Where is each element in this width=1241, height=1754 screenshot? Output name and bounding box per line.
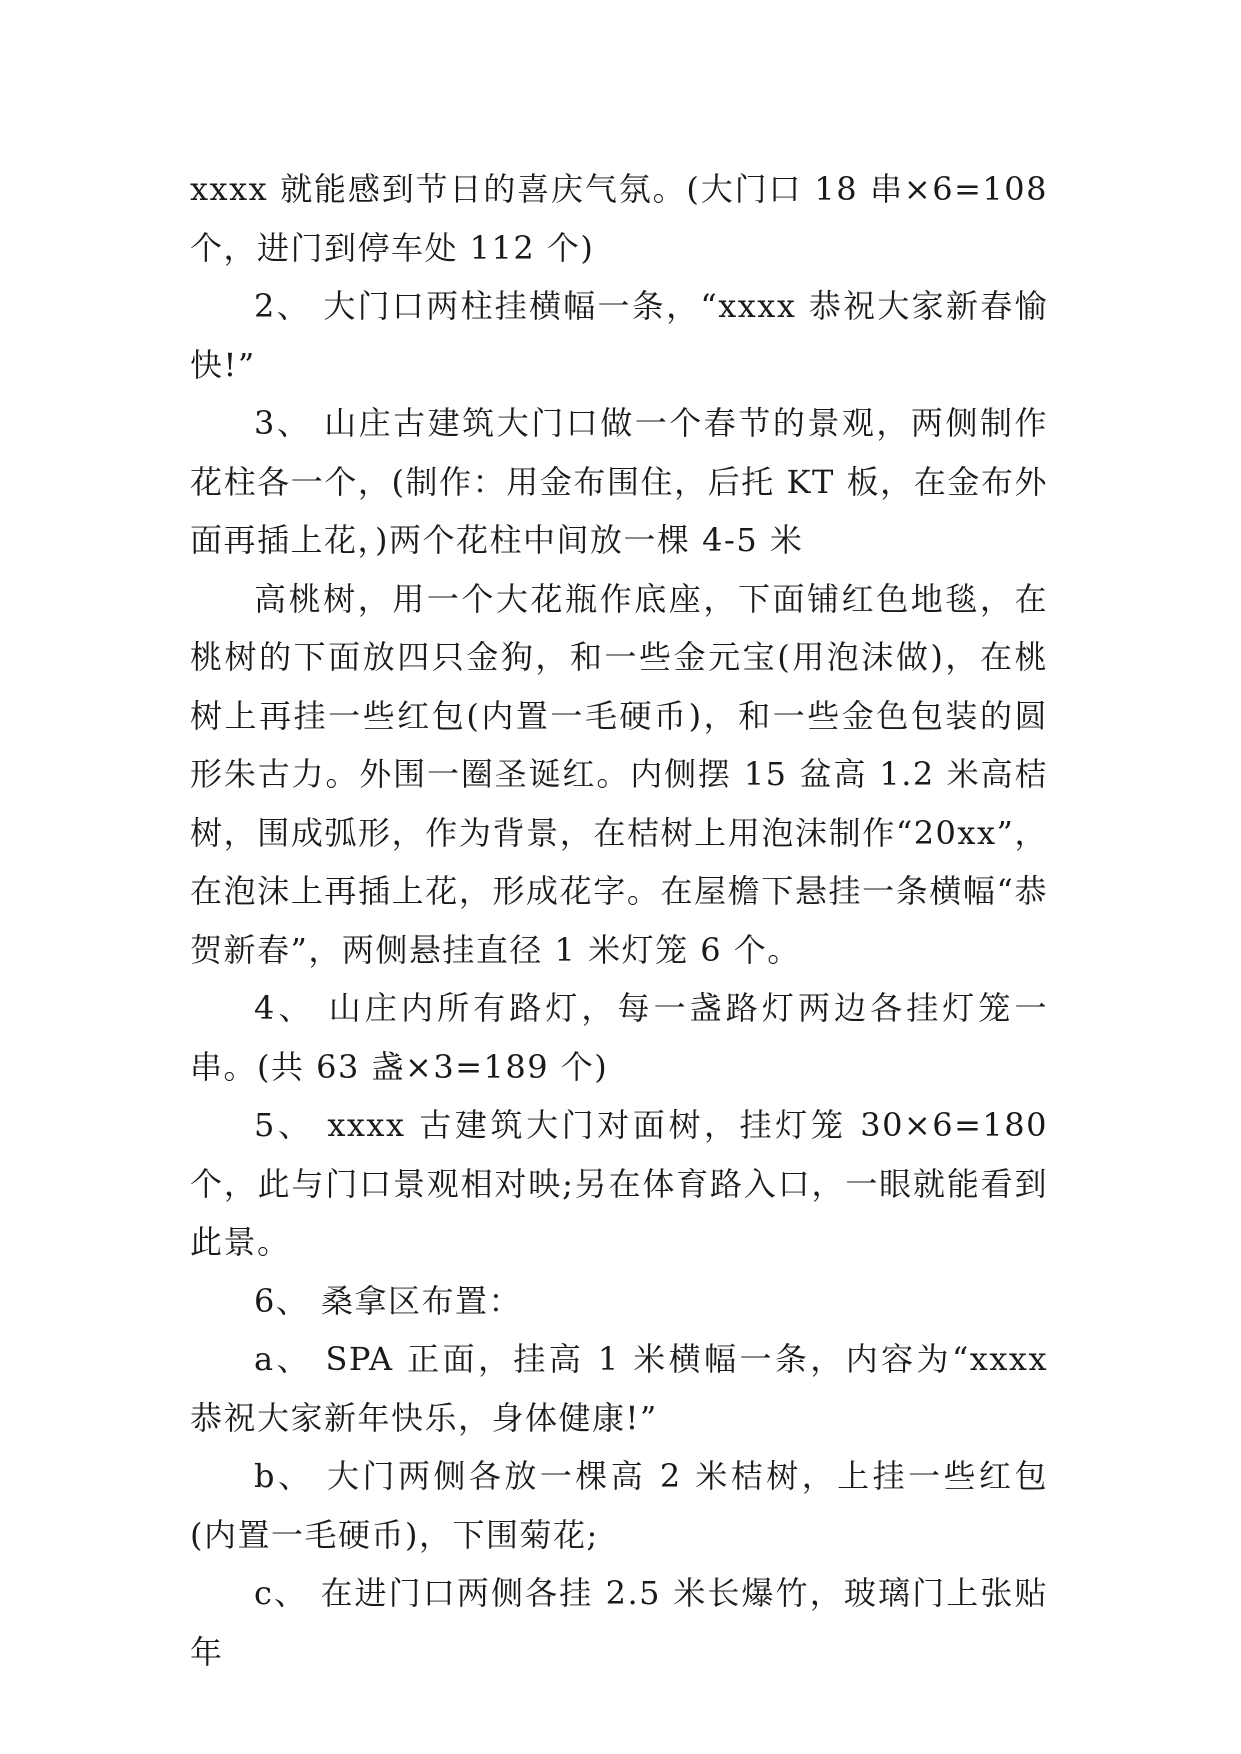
paragraph-item-6a: a、 SPA 正面，挂高 1 米横幅一条，内容为“xxxx 恭祝大家新年快乐，身体健康!” [190,1340,1048,1437]
paragraph-item-3: 3、 山庄古建筑大门口做一个春节的景观，两侧制作花柱各一个，(制作：用金布围住，后托 KT 板，在金布外面再插上花，)两个花柱中间放一棵 4-5 米 [190,404,1048,559]
document-body [190,160,1048,1681]
paragraph-item-6b: b、 大门两侧各放一棵高 2 米桔树，上挂一些红包(内置一毛硬币)，下围菊花; [190,1457,1048,1554]
paragraph-item-6: 6、 桑拿区布置： [254,1281,523,1320]
paragraph-item-3-continued: 高桃树，用一个大花瓶作底座，下面铺红色地毯，在桃树的下面放四只金狗，和一些金元宝(用泡沫做)，在桃树上再挂一些红包(内置一毛硬币)，和一些金色包装的圆形朱古力。外围一圈圣诞红。内侧摆 15 盆高 1.2 米高桔树，围成弧形，作为背景，在桔树上用泡沫制作“20xx”，在泡沫上再插上花，形成花字。在屋檐下悬挂一条横幅“恭贺新春”，两侧悬挂直径 1 米灯笼 6 个。 [190,579,1048,969]
paragraph-item-6c: c、 在进门口两侧各挂 2.5 米长爆竹，玻璃门上张贴年 [190,1574,1048,1671]
paragraph-item-5: 5、 xxxx 古建筑大门对面树，挂灯笼 30×6=180 个，此与门口景观相对映;另在体育路入口，一眼就能看到此景。 [190,1106,1048,1261]
paragraph-item-4: 4、 山庄内所有路灯，每一盏路灯两边各挂灯笼一串。(共 63 盏×3=189 个) [190,989,1048,1086]
paragraph-item-2: 2、 大门口两柱挂横幅一条，“xxxx 恭祝大家新春愉快!” [190,287,1048,384]
paragraph-continuation: xxxx 就能感到节日的喜庆气氛。(大门口 18 串×6=108 个，进门到停车处 112 个) [190,170,1048,267]
